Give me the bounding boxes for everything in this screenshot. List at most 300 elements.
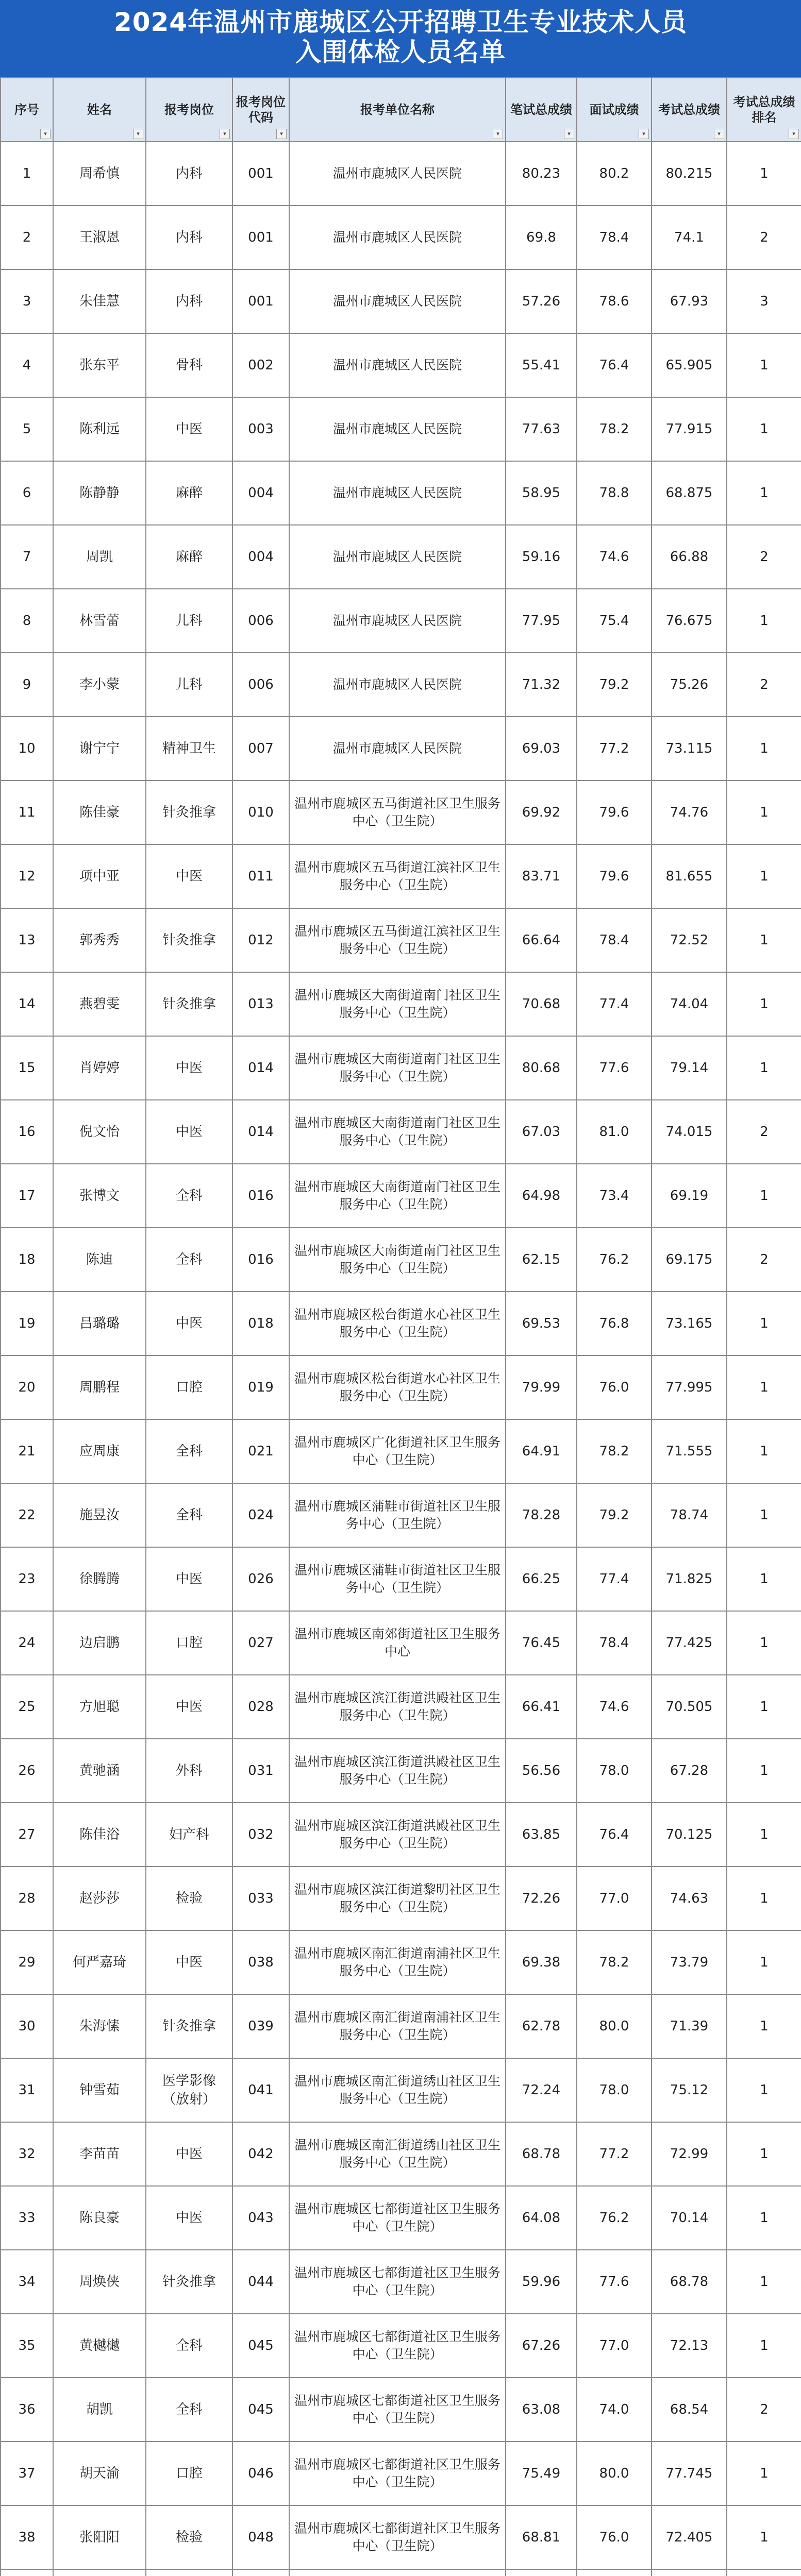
header-cell-interview[interactable] (577, 78, 652, 142)
cell-rank: 1 (727, 2058, 801, 2122)
table-body (1, 142, 801, 2576)
header-cell-post[interactable] (146, 78, 232, 142)
cell-post (146, 2569, 232, 2576)
cell-post: 针灸推拿 (146, 972, 232, 1036)
cell-interview: 76.0 (577, 2505, 652, 2569)
cell-rank: 1 (727, 333, 801, 397)
cell-interview: 74.0 (577, 2378, 652, 2442)
table-row (1, 1228, 801, 1292)
cell-interview: 76.8 (577, 1292, 652, 1355)
cell-total: 66.88 (652, 525, 727, 589)
cell-rank: 1 (727, 2442, 801, 2505)
cell-code: 004 (232, 461, 289, 525)
cell-rank: 1 (727, 142, 801, 206)
cell-written: 59.96 (506, 2250, 577, 2314)
cell-unit: 温州市鹿城区七都街道社区卫生服务中心（卫生院） (289, 2505, 506, 2569)
cell-written: 63.08 (506, 2378, 577, 2442)
cell-post: 中医 (146, 2186, 232, 2250)
cell-total: 67.28 (652, 1739, 727, 1803)
cell-total: 70.125 (652, 1803, 727, 1867)
cell-rank: 1 (727, 781, 801, 844)
cell-no: 19 (1, 1292, 53, 1355)
cell-name: 张东平 (53, 333, 146, 397)
cell-total: 72.405 (652, 2505, 727, 2569)
cell-no (1, 2569, 53, 2576)
cell-total: 81.655 (652, 844, 727, 908)
cell-rank: 1 (727, 2186, 801, 2250)
cell-post: 中医 (146, 397, 232, 461)
cell-unit: 温州市鹿城区大南街道南门社区卫生服务中心（卫生院） (289, 1036, 506, 1100)
table-row (1, 908, 801, 972)
header-cell-no[interactable] (1, 78, 53, 142)
cell-total: 78.74 (652, 1483, 727, 1547)
table-row (1, 2442, 801, 2505)
cell-unit: 温州市鹿城区南郊街道社区卫生服务中心 (289, 1611, 506, 1675)
cell-post: 骨科 (146, 333, 232, 397)
cell-total: 74.76 (652, 781, 727, 844)
cell-rank: 1 (727, 2314, 801, 2378)
cell-rank: 1 (727, 1483, 801, 1547)
header-cell-rank[interactable] (727, 78, 801, 142)
cell-no: 5 (1, 397, 53, 461)
cell-rank: 1 (727, 2505, 801, 2569)
cell-written: 77.63 (506, 397, 577, 461)
table-row (1, 1867, 801, 1930)
cell-unit: 温州市鹿城区人民医院 (289, 461, 506, 525)
cell-no: 16 (1, 1100, 53, 1164)
cell-unit: 温州市鹿城区南汇街道南浦社区卫生服务中心（卫生院） (289, 1930, 506, 1994)
cell-code: 016 (232, 1228, 289, 1292)
cell-unit: 温州市鹿城区人民医院 (289, 525, 506, 589)
cell-name: 方旭聪 (53, 1675, 146, 1739)
cell-unit: 温州市鹿城区大南街道南门社区卫生服务中心（卫生院） (289, 1164, 506, 1228)
header-label: 报考岗位 (164, 103, 214, 117)
cell-code: 046 (232, 2442, 289, 2505)
title-line-1: 2024年温州市鹿城区公开招聘卫生专业技术人员 (113, 7, 688, 37)
cell-total: 74.1 (652, 206, 727, 269)
cell-rank: 2 (727, 2378, 801, 2442)
table-row (1, 2122, 801, 2186)
dropdown-filter-icon[interactable]: ▾ (220, 129, 230, 139)
cell-code (232, 2569, 289, 2576)
cell-no: 38 (1, 2505, 53, 2569)
cell-post: 全科 (146, 1419, 232, 1483)
cell-no: 33 (1, 2186, 53, 2250)
cell-no: 7 (1, 525, 53, 589)
cell-post: 口腔 (146, 2442, 232, 2505)
cell-unit: 温州市鹿城区松台街道水心社区卫生服务中心（卫生院） (289, 1292, 506, 1355)
cell-no: 11 (1, 781, 53, 844)
table-row (1, 844, 801, 908)
cell-code: 006 (232, 589, 289, 653)
cell-no: 8 (1, 589, 53, 653)
cell-no: 12 (1, 844, 53, 908)
cell-post: 全科 (146, 1164, 232, 1228)
cell-unit: 温州市鹿城区南汇街道绣山社区卫生服务中心（卫生院） (289, 2122, 506, 2186)
cell-total: 71.825 (652, 1547, 727, 1611)
cell-interview: 76.0 (577, 1355, 652, 1419)
cell-code: 032 (232, 1803, 289, 1867)
header-cell-total[interactable] (652, 78, 727, 142)
cell-total: 69.19 (652, 1164, 727, 1228)
cell-post: 内科 (146, 206, 232, 269)
cell-post: 内科 (146, 269, 232, 333)
cell-name: 周凯 (53, 525, 146, 589)
cell-post: 全科 (146, 1228, 232, 1292)
table-row (1, 206, 801, 269)
cell-rank: 1 (727, 908, 801, 972)
cell-name: 张博文 (53, 1164, 146, 1228)
header-label: 考试总成绩排名 (733, 95, 795, 125)
cell-unit: 温州市鹿城区人民医院 (289, 653, 506, 717)
cell-written: 69.8 (506, 206, 577, 269)
cell-name: 项中亚 (53, 844, 146, 908)
cell-written: 66.41 (506, 1675, 577, 1739)
cell-written: 55.41 (506, 333, 577, 397)
cell-written: 69.38 (506, 1930, 577, 1994)
cell-code: 011 (232, 844, 289, 908)
cell-code: 002 (232, 333, 289, 397)
cell-rank: 1 (727, 1803, 801, 1867)
cell-rank (727, 2569, 801, 2576)
cell-written: 72.26 (506, 1867, 577, 1930)
table-row (1, 2569, 801, 2576)
cell-post: 精神卫生 (146, 717, 232, 781)
cell-total: 71.555 (652, 1419, 727, 1483)
table-row (1, 1611, 801, 1675)
cell-rank: 1 (727, 2250, 801, 2314)
cell-rank: 1 (727, 1675, 801, 1739)
cell-post: 中医 (146, 1930, 232, 1994)
cell-rank: 1 (727, 1355, 801, 1419)
cell-unit: 温州市鹿城区人民医院 (289, 397, 506, 461)
cell-name: 李苗苗 (53, 2122, 146, 2186)
cell-interview: 77.6 (577, 2250, 652, 2314)
table-row (1, 1675, 801, 1739)
cell-interview: 79.6 (577, 781, 652, 844)
table-row (1, 461, 801, 525)
cell-rank: 3 (727, 269, 801, 333)
cell-written: 64.91 (506, 1419, 577, 1483)
cell-total: 71.39 (652, 1994, 727, 2058)
table-row (1, 1739, 801, 1803)
table-row (1, 1930, 801, 1994)
cell-no: 24 (1, 1611, 53, 1675)
cell-name: 李小蒙 (53, 653, 146, 717)
cell-name: 谢宁宁 (53, 717, 146, 781)
cell-name: 陈佳豪 (53, 781, 146, 844)
cell-code: 001 (232, 269, 289, 333)
cell-interview: 78.0 (577, 2058, 652, 2122)
cell-written: 80.23 (506, 142, 577, 206)
table-row (1, 1803, 801, 1867)
cell-name: 林雪蕾 (53, 589, 146, 653)
dropdown-filter-icon[interactable]: ▾ (276, 129, 287, 139)
cell-no: 37 (1, 2442, 53, 2505)
cell-post: 外科 (146, 1739, 232, 1803)
cell-rank: 2 (727, 1100, 801, 1164)
cell-written (506, 2569, 577, 2576)
cell-written: 68.78 (506, 2122, 577, 2186)
cell-written: 76.45 (506, 1611, 577, 1675)
cell-total: 77.915 (652, 397, 727, 461)
table-row (1, 2250, 801, 2314)
cell-total: 77.995 (652, 1355, 727, 1419)
cell-interview: 78.4 (577, 206, 652, 269)
cell-code: 031 (232, 1739, 289, 1803)
cell-interview: 80.0 (577, 1994, 652, 2058)
cell-interview: 78.4 (577, 908, 652, 972)
cell-total: 75.12 (652, 2058, 727, 2122)
cell-interview: 78.8 (577, 461, 652, 525)
cell-interview: 74.6 (577, 1675, 652, 1739)
cell-written: 59.16 (506, 525, 577, 589)
cell-total: 68.78 (652, 2250, 727, 2314)
cell-written: 69.92 (506, 781, 577, 844)
dropdown-filter-icon[interactable]: ▾ (133, 129, 143, 139)
cell-written: 77.95 (506, 589, 577, 653)
table-row (1, 2186, 801, 2250)
cell-interview: 76.4 (577, 333, 652, 397)
cell-code: 010 (232, 781, 289, 844)
dropdown-filter-icon[interactable]: ▾ (493, 129, 503, 139)
cell-rank: 1 (727, 1164, 801, 1228)
cell-interview: 80.0 (577, 2442, 652, 2505)
table-row (1, 2058, 801, 2122)
cell-total: 77.745 (652, 2442, 727, 2505)
cell-total: 73.115 (652, 717, 727, 781)
header-cell-name[interactable] (53, 78, 146, 142)
dropdown-filter-icon[interactable]: ▾ (40, 129, 51, 139)
header-label: 考试总成绩 (658, 103, 720, 117)
cell-written: 79.99 (506, 1355, 577, 1419)
table-header (1, 78, 801, 142)
table-row (1, 1100, 801, 1164)
cell-post: 中医 (146, 1292, 232, 1355)
table-row (1, 972, 801, 1036)
cell-name: 赵莎莎 (53, 1867, 146, 1930)
cell-total: 70.505 (652, 1675, 727, 1739)
cell-unit: 温州市鹿城区七都街道社区卫生服务中心（卫生院） (289, 2314, 506, 2378)
cell-interview: 77.4 (577, 1547, 652, 1611)
cell-code: 041 (232, 2058, 289, 2122)
cell-written: 62.15 (506, 1228, 577, 1292)
cell-code: 012 (232, 908, 289, 972)
cell-written: 58.95 (506, 461, 577, 525)
cell-name: 倪文怡 (53, 1100, 146, 1164)
cell-no: 3 (1, 269, 53, 333)
table-row (1, 1483, 801, 1547)
table-row (1, 333, 801, 397)
dropdown-filter-icon[interactable]: ▾ (564, 129, 574, 139)
cell-no: 6 (1, 461, 53, 525)
cell-interview: 77.6 (577, 1036, 652, 1100)
header-label: 报考单位名称 (360, 103, 435, 117)
cell-no: 9 (1, 653, 53, 717)
cell-no: 35 (1, 2314, 53, 2378)
cell-no: 14 (1, 972, 53, 1036)
cell-interview: 77.4 (577, 972, 652, 1036)
cell-unit: 温州市鹿城区滨江街道洪殿社区卫生服务中心（卫生院） (289, 1675, 506, 1739)
cell-rank: 2 (727, 206, 801, 269)
title-line-2: 入围体检人员名单 (295, 37, 506, 67)
cell-code: 045 (232, 2378, 289, 2442)
cell-no: 2 (1, 206, 53, 269)
header-cell-code[interactable] (232, 78, 289, 142)
cell-interview: 76.2 (577, 1228, 652, 1292)
cell-name: 陈静静 (53, 461, 146, 525)
cell-no: 13 (1, 908, 53, 972)
cell-name: 陈利远 (53, 397, 146, 461)
cell-name: 朱佳慧 (53, 269, 146, 333)
cell-name: 王淑恩 (53, 206, 146, 269)
cell-interview: 78.2 (577, 1419, 652, 1483)
cell-code: 014 (232, 1100, 289, 1164)
table-row (1, 269, 801, 333)
cell-unit: 温州市鹿城区滨江街道洪殿社区卫生服务中心（卫生院） (289, 1739, 506, 1803)
cell-code: 003 (232, 397, 289, 461)
cell-no: 32 (1, 2122, 53, 2186)
cell-post: 全科 (146, 2314, 232, 2378)
cell-name: 徐腾腾 (53, 1547, 146, 1611)
cell-total: 74.015 (652, 1100, 727, 1164)
header-cell-unit[interactable] (289, 78, 506, 142)
cell-unit: 温州市鹿城区滨江街道洪殿社区卫生服务中心（卫生院） (289, 1803, 506, 1867)
cell-post: 中医 (146, 1036, 232, 1100)
table-row (1, 1292, 801, 1355)
header-cell-written[interactable] (506, 78, 577, 142)
cell-no: 30 (1, 1994, 53, 2058)
cell-no: 20 (1, 1355, 53, 1419)
cell-written: 62.78 (506, 1994, 577, 2058)
cell-total: 65.905 (652, 333, 727, 397)
cell-rank: 2 (727, 525, 801, 589)
header-label: 序号 (14, 103, 39, 117)
cell-total: 72.13 (652, 2314, 727, 2378)
cell-interview: 78.0 (577, 1739, 652, 1803)
cell-written: 78.28 (506, 1483, 577, 1547)
cell-post: 中医 (146, 1547, 232, 1611)
table-row (1, 142, 801, 206)
cell-code: 018 (232, 1292, 289, 1355)
cell-name: 边启鹏 (53, 1611, 146, 1675)
table-row (1, 2505, 801, 2569)
cell-code: 042 (232, 2122, 289, 2186)
dropdown-filter-icon[interactable]: ▾ (639, 129, 649, 139)
cell-name (53, 2569, 146, 2576)
cell-interview: 77.0 (577, 2314, 652, 2378)
cell-post: 针灸推拿 (146, 908, 232, 972)
cell-code: 026 (232, 1547, 289, 1611)
cell-unit: 温州市鹿城区人民医院 (289, 717, 506, 781)
cell-unit: 温州市鹿城区七都街道社区卫生服务中心（卫生院） (289, 2378, 506, 2442)
header-row (1, 78, 801, 142)
cell-unit: 温州市鹿城区七都街道社区卫生服务中心（卫生院） (289, 2250, 506, 2314)
cell-name: 郭秀秀 (53, 908, 146, 972)
cell-rank: 1 (727, 1036, 801, 1100)
table-row (1, 1164, 801, 1228)
dropdown-filter-icon[interactable]: ▾ (789, 129, 799, 139)
header-label: 报考岗位代码 (236, 95, 286, 125)
cell-unit: 温州市鹿城区南汇街道绣山社区卫生服务中心（卫生院） (289, 2058, 506, 2122)
cell-written: 69.03 (506, 717, 577, 781)
cell-post: 儿科 (146, 589, 232, 653)
candidate-table (0, 77, 801, 2576)
cell-post: 全科 (146, 1483, 232, 1547)
cell-written: 75.49 (506, 2442, 577, 2505)
cell-no: 17 (1, 1164, 53, 1228)
cell-no: 22 (1, 1483, 53, 1547)
cell-code: 001 (232, 206, 289, 269)
table-row (1, 1355, 801, 1419)
cell-name: 燕碧雯 (53, 972, 146, 1036)
cell-no: 29 (1, 1930, 53, 1994)
cell-unit: 温州市鹿城区大南街道南门社区卫生服务中心（卫生院） (289, 972, 506, 1036)
cell-name: 周焕侠 (53, 2250, 146, 2314)
cell-total: 70.14 (652, 2186, 727, 2250)
cell-post: 中医 (146, 1675, 232, 1739)
cell-interview: 76.4 (577, 1803, 652, 1867)
cell-post: 内科 (146, 142, 232, 206)
cell-total: 72.52 (652, 908, 727, 972)
cell-no: 23 (1, 1547, 53, 1611)
cell-rank: 1 (727, 717, 801, 781)
cell-name: 张阳阳 (53, 2505, 146, 2569)
cell-unit: 温州市鹿城区人民医院 (289, 142, 506, 206)
cell-post: 检验 (146, 1867, 232, 1930)
cell-written: 64.08 (506, 2186, 577, 2250)
cell-rank: 1 (727, 589, 801, 653)
cell-written: 57.26 (506, 269, 577, 333)
table-row (1, 1994, 801, 2058)
cell-no: 4 (1, 333, 53, 397)
table-row (1, 1036, 801, 1100)
cell-no: 25 (1, 1675, 53, 1739)
cell-no: 27 (1, 1803, 53, 1867)
cell-no: 34 (1, 2250, 53, 2314)
cell-rank: 1 (727, 1611, 801, 1675)
cell-name: 黄驰涵 (53, 1739, 146, 1803)
cell-unit: 温州市鹿城区人民医院 (289, 206, 506, 269)
header-label: 笔试总成绩 (510, 103, 572, 117)
cell-written: 70.68 (506, 972, 577, 1036)
cell-code: 048 (232, 2505, 289, 2569)
cell-name: 施昱汝 (53, 1483, 146, 1547)
cell-name: 黄樾樾 (53, 2314, 146, 2378)
cell-code: 043 (232, 2186, 289, 2250)
cell-name: 朱海愫 (53, 1994, 146, 2058)
cell-total (652, 2569, 727, 2576)
cell-interview: 77.2 (577, 2122, 652, 2186)
cell-name: 肖婷婷 (53, 1036, 146, 1100)
cell-code: 038 (232, 1930, 289, 1994)
cell-post: 麻醉 (146, 525, 232, 589)
table-row (1, 717, 801, 781)
cell-unit: 温州市鹿城区人民医院 (289, 269, 506, 333)
dropdown-filter-icon[interactable]: ▾ (714, 129, 724, 139)
cell-code: 007 (232, 717, 289, 781)
cell-interview: 78.2 (577, 397, 652, 461)
cell-interview: 75.4 (577, 589, 652, 653)
cell-unit: 温州市鹿城区五马街道江滨社区卫生服务中心（卫生院） (289, 844, 506, 908)
cell-unit: 温州市鹿城区广化街道社区卫生服务中心（卫生院） (289, 1419, 506, 1483)
cell-post: 针灸推拿 (146, 2250, 232, 2314)
cell-name: 何严嘉琦 (53, 1930, 146, 1994)
cell-written: 56.56 (506, 1739, 577, 1803)
cell-name: 胡天渝 (53, 2442, 146, 2505)
cell-code: 013 (232, 972, 289, 1036)
cell-total: 68.875 (652, 461, 727, 525)
